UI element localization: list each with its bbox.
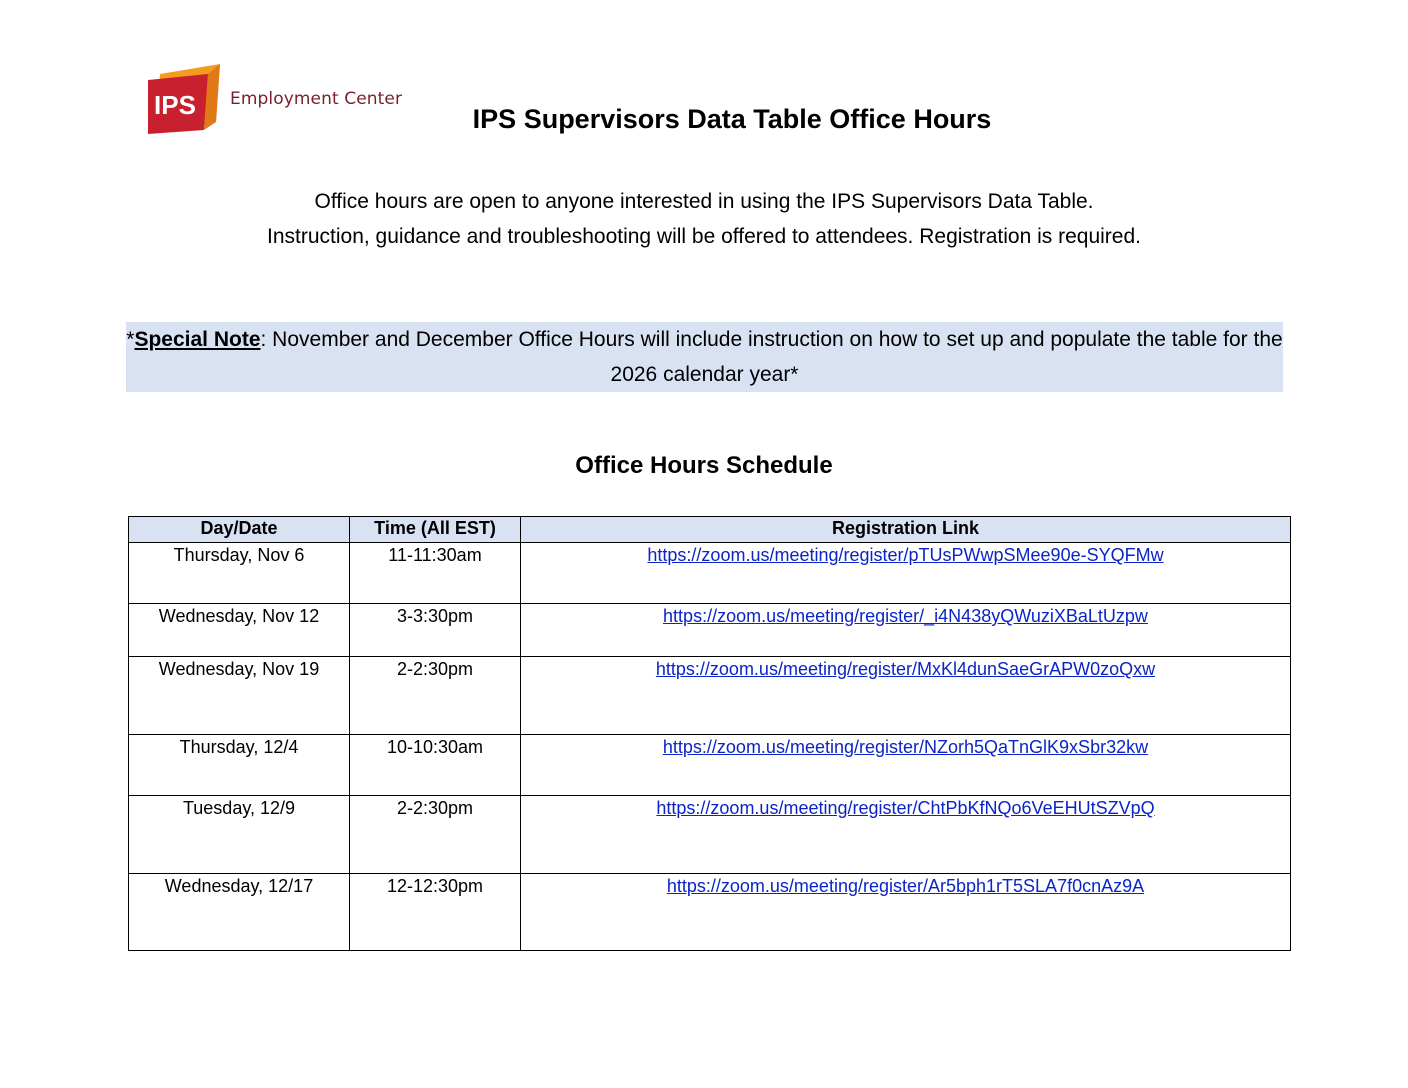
table-header-row: [129, 517, 1291, 543]
row-day: Thursday, Nov 6: [129, 543, 350, 604]
intro-line-2: Instruction, guidance and troubleshooting will be offered to attendees. Registration is required.: [267, 225, 1141, 248]
page-title: IPS Supervisors Data Table Office Hours: [472, 104, 992, 134]
row-link-cell: [521, 796, 1291, 874]
row-link-cell: [521, 657, 1291, 735]
special-note: [126, 322, 1283, 392]
table-row: [129, 796, 1291, 874]
note-label: Special Note: [134, 328, 261, 351]
row-time: 2-2:30pm: [350, 657, 521, 735]
row-time: 11-11:30am: [350, 543, 521, 604]
table-row: [129, 874, 1291, 951]
header-registration-link: Registration Link: [521, 517, 1291, 543]
table-row: [129, 657, 1291, 735]
header-day-date: Day/Date: [129, 517, 350, 543]
logo-mark-text: IPS: [154, 90, 196, 120]
row-link-cell: [521, 735, 1291, 796]
table-row: [129, 735, 1291, 796]
registration-link[interactable]: https://zoom.us/meeting/register/_i4N438yQWuziXBaLtUzpw: [663, 606, 1148, 626]
row-time: 10-10:30am: [350, 735, 521, 796]
logo-org-name: Employment Center: [230, 89, 403, 109]
registration-link[interactable]: https://zoom.us/meeting/register/pTUsPWwpSMee90e-SYQFMw: [647, 545, 1164, 565]
row-link-cell: [521, 604, 1291, 657]
row-day: Wednesday, 12/17: [129, 874, 350, 951]
row-link-cell: [521, 543, 1291, 604]
table-row: [129, 543, 1291, 604]
registration-link[interactable]: https://zoom.us/meeting/register/NZorh5QaTnGlK9xSbr32kw: [662, 737, 1149, 757]
table-row: [129, 604, 1291, 657]
row-day: Tuesday, 12/9: [129, 796, 350, 874]
note-text: : November and December Office Hours will include instruction on how to set up and populate the table for the 2026 calendar year*: [260, 328, 1283, 386]
schedule-title: Office Hours Schedule: [575, 452, 833, 479]
registration-link[interactable]: https://zoom.us/meeting/register/MxKl4dunSaeGrAPW0zoQxw: [655, 659, 1156, 679]
row-time: 3-3:30pm: [350, 604, 521, 657]
header-time: Time (All EST): [350, 517, 521, 543]
intro-line-1: Office hours are open to anyone interested in using the IPS Supervisors Data Table.: [314, 190, 1094, 213]
row-time: 2-2:30pm: [350, 796, 521, 874]
registration-link[interactable]: https://zoom.us/meeting/register/Ar5bph1rT5SLA7f0cnAz9A: [666, 876, 1145, 896]
row-day: Thursday, 12/4: [129, 735, 350, 796]
row-link-cell: [521, 874, 1291, 951]
row-time: 12-12:30pm: [350, 874, 521, 951]
row-day: Wednesday, Nov 12: [129, 604, 350, 657]
registration-link[interactable]: https://zoom.us/meeting/register/ChtPbKfNQo6VeEHUtSZVpQ: [656, 798, 1155, 818]
row-day: Wednesday, Nov 19: [129, 657, 350, 735]
schedule-table: [128, 516, 1291, 951]
note-prefix: *: [126, 328, 135, 351]
